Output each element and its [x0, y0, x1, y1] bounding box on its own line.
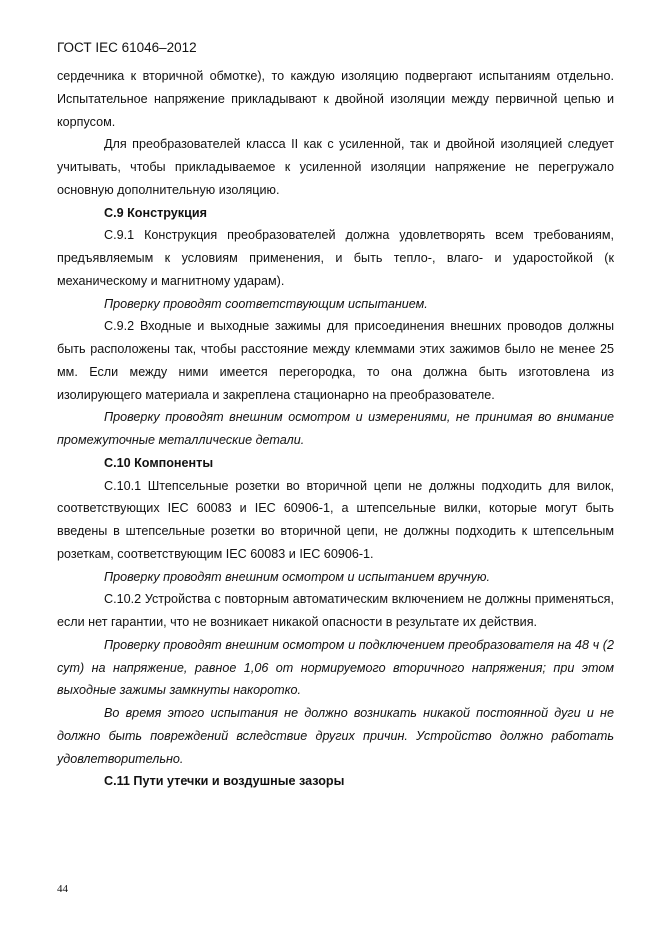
- check-note: Проверку проводят внешним осмотром и подключением преобразователя на 48 ч (2 сут) на напряжение, равное 1,06 от нормируемого вторичного напряжения; при этом выходные зажимы замкнуты накоротко.: [57, 637, 614, 698]
- document-header: ГОСТ IEC 61046–2012: [57, 40, 197, 55]
- paragraph: С.9.2 Входные и выходные зажимы для присоединения внешних проводов должны быть расположены так, чтобы расстояние между клеммами этих зажимов было не менее 25 мм. Если между ними имеется перегородка, то она должна быть изготовлена из изолирующего материала и закреплена стационарно на преобразователе.: [57, 319, 614, 402]
- paragraph: сердечника к вторичной обмотке), то каждую изоляцию подвергают испытаниям отдельно. Испытательное напряжение прикладывают к двойной изоляции между первичной цепью и корпусом.: [57, 69, 614, 129]
- paragraph: С.9.1 Конструкция преобразователей должна удовлетворять всем требованиям, предъявляемым к условиям применения, и быть тепло-, влаго- и ударостойкой (к механическому и магнитному ударам).: [57, 228, 614, 288]
- paragraph: С.10.2 Устройства с повторным автоматическим включением не должны применяться, если нет гарантии, что не возникает никакой опасности в результате их действия.: [57, 592, 614, 629]
- paragraph: С.10.1 Штепсельные розетки во вторичной цепи не должны подходить для вилок, соответствующих IEC 60083 и IEC 60906-1, а штепсельные вилки, которые могут быть введены в штепсельные розетки во вторичной цепи, не должны подходить к штепсельным розеткам, соответствующим IEC 60083 и IEC 60906-1.: [57, 478, 614, 561]
- check-note: Во время этого испытания не должно возникать никакой постоянной дуги и не должно быть повреждений вследствие других причин. Устройство должно работать удовлетворительно.: [57, 706, 614, 766]
- section-heading: С.10 Компоненты: [104, 455, 214, 470]
- check-note: Проверку проводят внешним осмотром и измерениями, не принимая во внимание промежуточные металлические детали.: [57, 410, 614, 447]
- check-note: Проверку проводят соответствующим испытанием.: [104, 296, 428, 311]
- section-heading: С.9 Конструкция: [104, 205, 207, 220]
- section-heading: С.11 Пути утечки и воздушные зазоры: [104, 774, 345, 789]
- page-number: 44: [57, 883, 68, 895]
- document-body: [57, 65, 614, 793]
- paragraph: Для преобразователей класса II как с усиленной, так и двойной изоляцией следует учитывать, чтобы прикладываемое к усиленной изоляции напряжение не перегружало основную дополнительную изоляцию.: [57, 137, 614, 197]
- check-note: Проверку проводят внешним осмотром и испытанием вручную.: [104, 569, 491, 584]
